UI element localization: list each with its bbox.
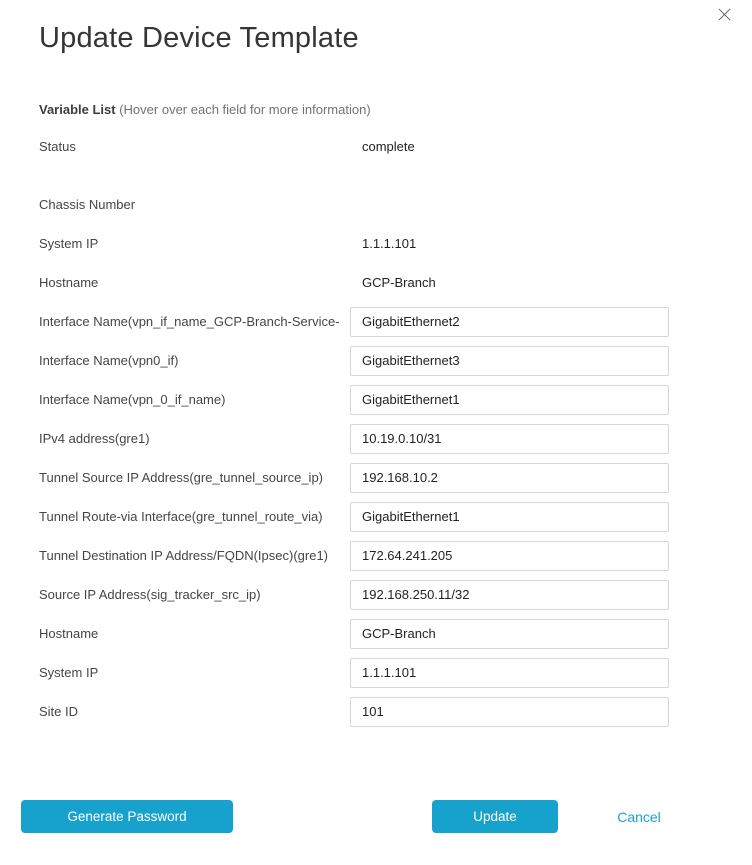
field-label: Hostname xyxy=(39,275,99,290)
field-row xyxy=(39,127,713,166)
field-row xyxy=(39,341,713,380)
field-input[interactable] xyxy=(350,307,669,337)
field-label: Interface Name(vpn0_if) xyxy=(39,353,179,368)
field-label: Interface Name(vpn_if_name_GCP-Branch-Service- xyxy=(39,314,340,329)
field-input[interactable] xyxy=(350,580,669,610)
variable-list-hint: (Hover over each field for more information) xyxy=(119,102,371,117)
field-input[interactable] xyxy=(350,424,669,454)
dialog-footer xyxy=(0,800,752,834)
field-input[interactable] xyxy=(350,502,669,532)
field-value: complete xyxy=(362,139,415,154)
field-input[interactable] xyxy=(350,463,669,493)
field-label: Tunnel Destination IP Address/FQDN(Ipsec)(gre1) xyxy=(39,548,329,563)
field-row xyxy=(39,653,713,692)
field-row xyxy=(39,380,713,419)
field-label: Source IP Address(sig_tracker_src_ip) xyxy=(39,587,261,602)
field-label: Chassis Number xyxy=(39,197,136,212)
page-title: Update Device Template xyxy=(39,22,359,54)
variable-list-heading: Variable List xyxy=(39,102,116,117)
field-row xyxy=(39,302,713,341)
field-label: Tunnel Source IP Address(gre_tunnel_source_ip) xyxy=(39,470,324,485)
field-row xyxy=(39,497,713,536)
field-row xyxy=(39,419,713,458)
field-label: Interface Name(vpn_0_if_name) xyxy=(39,392,226,407)
cancel-button[interactable]: Cancel xyxy=(617,808,661,825)
field-row xyxy=(39,224,713,263)
field-input[interactable] xyxy=(350,658,669,688)
variable-list xyxy=(39,127,713,731)
field-row xyxy=(39,536,713,575)
field-label: IPv4 address(gre1) xyxy=(39,431,150,446)
field-label: Hostname xyxy=(39,626,99,641)
field-row xyxy=(39,575,713,614)
update-button[interactable]: Update xyxy=(432,800,558,833)
field-row xyxy=(39,185,713,224)
field-input[interactable] xyxy=(350,619,669,649)
close-icon[interactable] xyxy=(716,6,732,22)
field-input[interactable] xyxy=(350,697,669,727)
field-label: System IP xyxy=(39,236,99,251)
field-row xyxy=(39,458,713,497)
field-label: Tunnel Route-via Interface(gre_tunnel_route_via) xyxy=(39,509,323,524)
variable-list-header xyxy=(39,102,712,117)
field-value: 1.1.1.101 xyxy=(362,236,417,251)
field-label: Status xyxy=(39,139,76,154)
field-input[interactable] xyxy=(350,385,669,415)
field-input[interactable] xyxy=(350,346,669,376)
field-value: GCP-Branch xyxy=(362,275,436,290)
field-label: System IP xyxy=(39,665,99,680)
field-row xyxy=(39,614,713,653)
field-row xyxy=(39,692,713,731)
field-row xyxy=(39,263,713,302)
generate-password-button[interactable]: Generate Password xyxy=(21,800,233,833)
field-input[interactable] xyxy=(350,541,669,571)
field-label: Site ID xyxy=(39,704,79,719)
